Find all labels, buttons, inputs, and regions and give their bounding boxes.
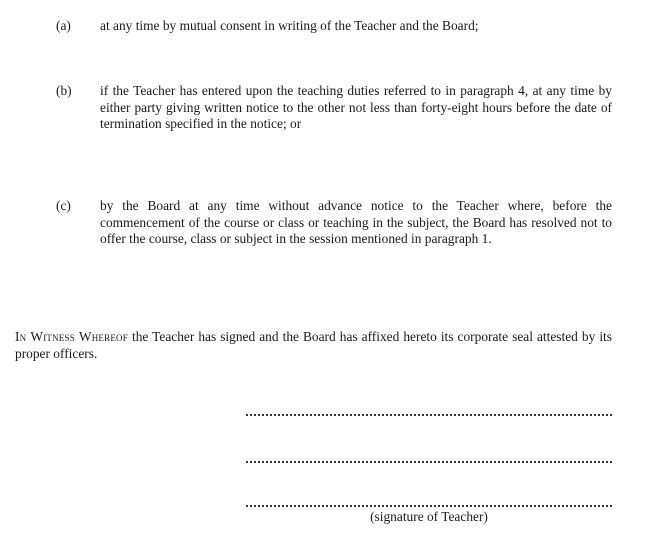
witness-clause [15,329,612,362]
clause-c-marker: (c) [56,198,71,213]
clause-b-marker: (b) [56,83,72,98]
clause-a-marker: (a) [56,18,71,33]
clause-b-text: if the Teacher has entered upon the teaching duties referred to in paragraph 4, at any time by either party giving written notice to the other not less than forty-eight hours before the date of termination specified in the notice; or [100,83,612,132]
witness-text: the Teacher has signed and the Board has affixed hereto its corporate seal attested by its proper officers. [15,329,612,361]
clause-c [56,198,612,248]
signature-line-1 [246,400,612,416]
signature-line-2 [246,447,612,463]
teacher-signature-caption: (signature of Teacher) [370,509,488,524]
clause-a-text: at any time by mutual consent in writing of the Teacher and the Board; [100,18,479,33]
clause-b [56,83,612,133]
clause-c-text: by the Board at any time without advance notice to the Teacher where, before the commencement of the course or class or teaching in the subject, the Board has resolved not to offer the course, class or subject in the session mentioned in paragraph 1. [100,198,612,247]
clause-a [56,18,612,35]
signature-line-teacher [246,491,612,507]
witness-lead: In Witness Whereof [15,329,128,344]
